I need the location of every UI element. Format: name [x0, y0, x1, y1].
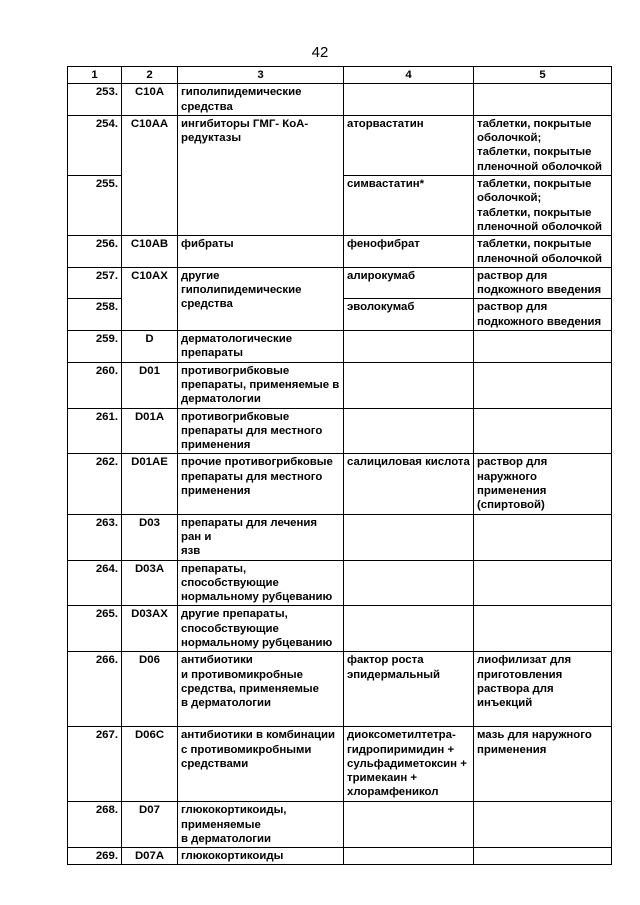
- row-number: 267.: [68, 727, 122, 802]
- table-row: [68, 848, 612, 865]
- drug-table: [67, 66, 612, 865]
- dosage-form: [474, 848, 612, 865]
- pharm-group: препараты, способствующие нормальному рубцеванию: [178, 560, 344, 606]
- pharm-group: ингибиторы ГМГ- КоА- редуктазы: [178, 115, 344, 235]
- atc-code: C10AA: [122, 115, 178, 235]
- drug-name: [344, 362, 474, 408]
- header-cell-3: 3: [178, 67, 344, 84]
- table-row: [68, 454, 612, 514]
- row-number: 253.: [68, 84, 122, 116]
- atc-code: D03A: [122, 560, 178, 606]
- pharm-group: гиполипидемические средства: [178, 84, 344, 116]
- pharm-group: фибраты: [178, 236, 344, 268]
- atc-code: D03AX: [122, 606, 178, 652]
- header-cell-5: 5: [474, 67, 612, 84]
- row-number: 254.: [68, 115, 122, 175]
- drug-name: [344, 408, 474, 454]
- drug-name: [344, 802, 474, 848]
- dosage-form: раствор для подкожного введения: [474, 267, 612, 299]
- drug-name: [344, 84, 474, 116]
- row-number: 259.: [68, 331, 122, 363]
- atc-code: D06: [122, 652, 178, 727]
- row-number: 264.: [68, 560, 122, 606]
- table-row: [68, 267, 612, 299]
- drug-name: [344, 514, 474, 560]
- row-number: 255.: [68, 176, 122, 236]
- drug-name: [344, 560, 474, 606]
- atc-code: D06C: [122, 727, 178, 802]
- table-row: [68, 606, 612, 652]
- dosage-form: мазь для наружного применения: [474, 727, 612, 802]
- table-row: [68, 727, 612, 802]
- row-number: 268.: [68, 802, 122, 848]
- table-row: [68, 408, 612, 454]
- row-number: 260.: [68, 362, 122, 408]
- pharm-group: другие препараты, способствующие нормальному рубцеванию: [178, 606, 344, 652]
- table-row: [68, 362, 612, 408]
- row-number: 269.: [68, 848, 122, 865]
- table-row: [68, 84, 612, 116]
- pharm-group: противогрибковые препараты, применяемые в дерматологии: [178, 362, 344, 408]
- drug-name: фенофибрат: [344, 236, 474, 268]
- dosage-form: [474, 514, 612, 560]
- table-row: [68, 115, 612, 175]
- drug-name: эволокумаб: [344, 299, 474, 331]
- dosage-form: [474, 802, 612, 848]
- drug-name: фактор роста эпидермальный: [344, 652, 474, 727]
- drug-name: алирокумаб: [344, 267, 474, 299]
- row-number: 263.: [68, 514, 122, 560]
- pharm-group: другие гиполипидемические средства: [178, 267, 344, 330]
- atc-code: D03: [122, 514, 178, 560]
- dosage-form: таблетки, покрытые пленочной оболочкой: [474, 236, 612, 268]
- drug-name: диоксометилтетра- гидропиримидин + сульфадиметоксин + тримекаин + хлорамфеникол: [344, 727, 474, 802]
- row-number: 258.: [68, 299, 122, 331]
- table-row: [68, 514, 612, 560]
- pharm-group: антибиотики и противомикробные средства, применяемые в дерматологии: [178, 652, 344, 727]
- dosage-form: раствор для подкожного введения: [474, 299, 612, 331]
- row-number: 265.: [68, 606, 122, 652]
- table-row: [68, 331, 612, 363]
- drug-name: [344, 848, 474, 865]
- atc-code: D: [122, 331, 178, 363]
- drug-name: аторвастатин: [344, 115, 474, 175]
- row-number: 266.: [68, 652, 122, 727]
- atc-code: D07: [122, 802, 178, 848]
- dosage-form: таблетки, покрытые оболочкой; таблетки, покрытые пленочной оболочкой: [474, 115, 612, 175]
- row-number: 256.: [68, 236, 122, 268]
- dosage-form: [474, 331, 612, 363]
- pharm-group: препараты для лечения ран и язв: [178, 514, 344, 560]
- row-number: 261.: [68, 408, 122, 454]
- table-row: [68, 236, 612, 268]
- atc-code: D01AE: [122, 454, 178, 514]
- row-number: 262.: [68, 454, 122, 514]
- pharm-group: антибиотики в комбинации с противомикробными средствами: [178, 727, 344, 802]
- dosage-form: [474, 560, 612, 606]
- drug-name: [344, 331, 474, 363]
- dosage-form: [474, 84, 612, 116]
- dosage-form: таблетки, покрытые оболочкой; таблетки, покрытые пленочной оболочкой: [474, 176, 612, 236]
- atc-code: D01A: [122, 408, 178, 454]
- atc-code: D07A: [122, 848, 178, 865]
- pharm-group: глюкокортикоиды, применяемые в дерматологии: [178, 802, 344, 848]
- dosage-form: раствор для наружного применения (спиртовой): [474, 454, 612, 514]
- table-row: [68, 560, 612, 606]
- dosage-form: [474, 408, 612, 454]
- pharm-group: противогрибковые препараты для местного применения: [178, 408, 344, 454]
- atc-code: C10AX: [122, 267, 178, 330]
- header-cell-4: 4: [344, 67, 474, 84]
- atc-code: C10A: [122, 84, 178, 116]
- dosage-form: лиофилизат для приготовления раствора для инъекций: [474, 652, 612, 727]
- header-cell-2: 2: [122, 67, 178, 84]
- dosage-form: [474, 362, 612, 408]
- drug-name: симвастатин*: [344, 176, 474, 236]
- dosage-form: [474, 606, 612, 652]
- page-number: 42: [311, 44, 329, 61]
- table-row: [68, 802, 612, 848]
- header-cell-1: 1: [68, 67, 122, 84]
- drug-name: салициловая кислота: [344, 454, 474, 514]
- table-row: [68, 652, 612, 727]
- atc-code: C10AB: [122, 236, 178, 268]
- atc-code: D01: [122, 362, 178, 408]
- pharm-group: дерматологические препараты: [178, 331, 344, 363]
- pharm-group: глюкокортикоиды: [178, 848, 344, 865]
- pharm-group: прочие противогрибковые препараты для местного применения: [178, 454, 344, 514]
- row-number: 257.: [68, 267, 122, 299]
- header-row: [68, 67, 612, 84]
- drug-name: [344, 606, 474, 652]
